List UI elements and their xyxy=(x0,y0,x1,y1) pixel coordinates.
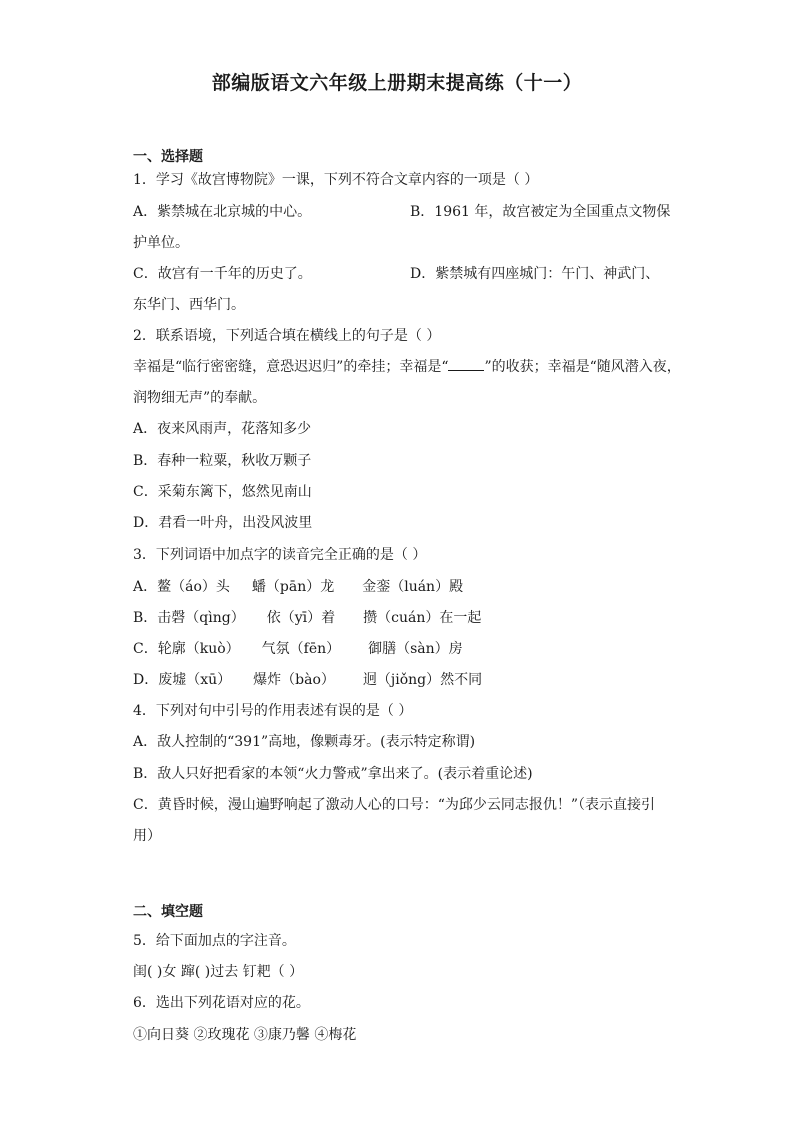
question-3-stem: 3．下列词语中加点字的读音完全正确的是（ ） xyxy=(133,547,427,563)
question-2-option-c: C．采菊东篱下，悠然见南山 xyxy=(133,484,312,500)
question-1-option-d-cont: 东华门、西华门。 xyxy=(133,297,245,313)
question-4-option-c: C．黄昏时候，漫山遍野响起了激动人心的口号：“为邱少云同志报仇！”（表示直接引 xyxy=(133,797,656,813)
question-3-option-b xyxy=(133,609,481,627)
question-2-stem: 2．联系语境，下列适合填在横线上的句子是（ ） xyxy=(133,328,441,344)
fill-blank xyxy=(448,358,484,371)
question-1-option-c: C．故宫有一千年的历史了。 xyxy=(133,266,312,282)
q3-c-word-3: 御膳（sàn）房 xyxy=(368,641,463,657)
question-1-option-a: A．紫禁城在北京城的中心。 xyxy=(133,204,312,220)
question-1-option-b: B．1961 年，故宫被定为全国重点文物保 xyxy=(410,204,671,220)
question-4-option-c-cont: 用） xyxy=(133,828,161,844)
question-4-option-b: B．敌人只好把看家的本领“火力警戒”拿出来了。(表示着重论述) xyxy=(133,766,533,782)
question-2-context-part-a: 幸福是“临行密密缝，意恐迟迟归”的牵挂；幸福是“ xyxy=(133,359,449,375)
question-6-stem: 6．选出下列花语对应的花。 xyxy=(133,995,310,1011)
question-3-option-d xyxy=(133,671,482,689)
question-2-option-d: D．君看一叶舟，出没风波里 xyxy=(133,515,313,531)
question-3-option-a xyxy=(133,578,463,596)
question-4-option-a: A．敌人控制的“391”高地，像颗毒牙。(表示特定称谓) xyxy=(133,734,476,750)
question-2-context-part-b: ”的收获；幸福是“随风潜入夜， xyxy=(484,359,681,375)
question-2-option-a: A．夜来风雨声，花落知多少 xyxy=(133,421,312,437)
q3-b-word-3: 攒（cuán）在一起 xyxy=(363,610,482,626)
q3-a-word-3: 金銮（luán）殿 xyxy=(362,579,464,595)
question-6-items: ①向日葵 ②玫瑰花 ③康乃馨 ④梅花 xyxy=(133,1027,357,1043)
q3-c-word-1: C．轮廓（kuò） xyxy=(133,641,240,657)
q3-d-word-2: 爆炸（bào） xyxy=(253,672,335,688)
q3-a-word-1: A．鳌（áo）头 xyxy=(133,579,230,595)
question-2-context-line-1 xyxy=(133,358,681,376)
question-1-option-d: D．紫禁城有四座城门：午门、神武门、 xyxy=(410,266,660,282)
question-2-context-line-2: 润物细无声”的奉献。 xyxy=(133,390,267,406)
section-heading-fill: 二、填空题 xyxy=(133,904,203,920)
q3-b-word-1: B．击磬（qìng） xyxy=(133,610,245,626)
question-3-option-c xyxy=(133,640,463,658)
question-1-stem: 1．学习《故宫博物院》一课，下列不符合文章内容的一项是（ ） xyxy=(133,172,539,188)
section-heading-choice: 一、选择题 xyxy=(133,149,203,165)
page-title: 部编版语文六年级上册期末提高练（十一） xyxy=(211,72,583,94)
question-1-option-b-cont: 护单位。 xyxy=(133,235,189,251)
q3-c-word-2: 气氛（fēn） xyxy=(261,641,341,657)
q3-d-word-3: 迥（jiǒng）然不同 xyxy=(362,672,483,688)
question-4-stem: 4．下列对句中引号的作用表述有误的是（ ） xyxy=(133,703,413,719)
question-2-option-b: B．春种一粒粟，秋收万颗子 xyxy=(133,453,312,469)
q3-d-word-1: D．废墟（xū） xyxy=(133,672,232,688)
q3-b-word-2: 依（yī）着 xyxy=(266,610,336,626)
q3-a-word-2: 蟠（pān）龙 xyxy=(251,579,335,595)
question-5-items: 闺( )女 蹿( )过去 钉耙（ ） xyxy=(133,964,304,980)
question-5-stem: 5．给下面加点的字注音。 xyxy=(133,933,296,949)
